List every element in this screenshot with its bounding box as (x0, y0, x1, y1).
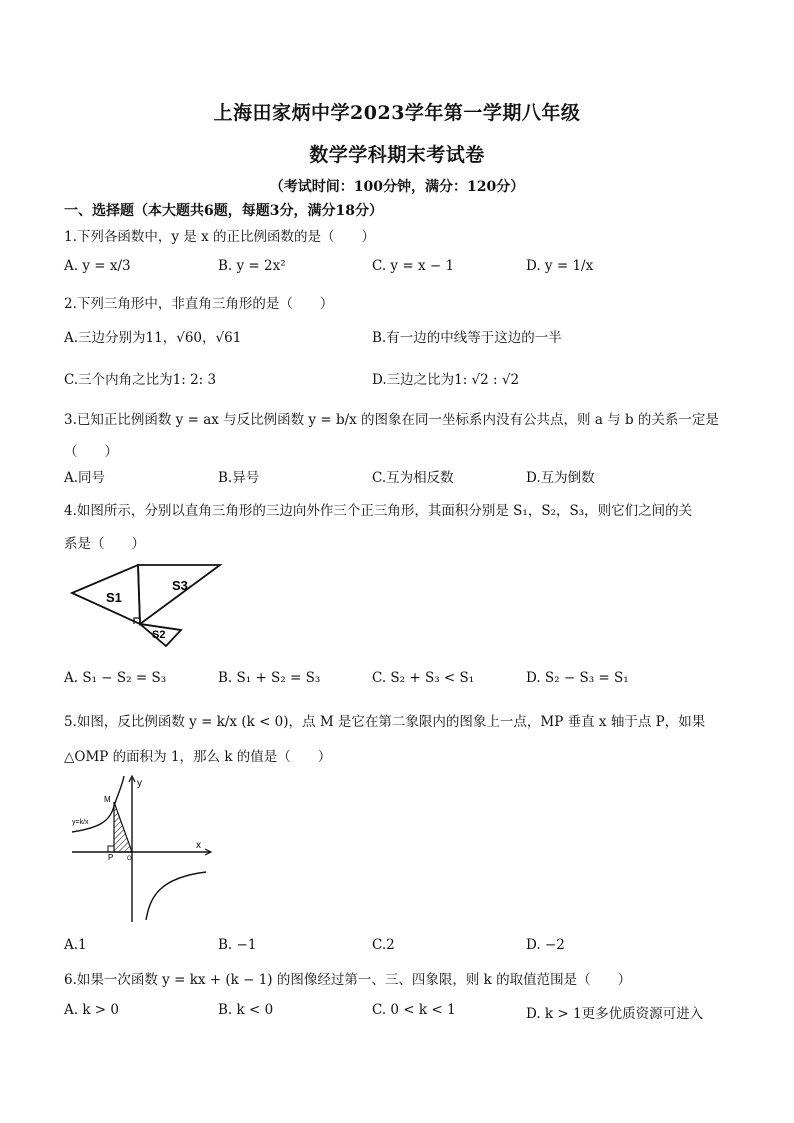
q5-option-d: D. −2 (526, 937, 565, 953)
label-p: P (108, 853, 114, 862)
q3-option-c: C.互为相反数 (372, 470, 454, 486)
q3-option-d: D.互为倒数 (526, 470, 595, 486)
label-s2: S2 (152, 629, 166, 641)
exam-title-line1: 上海田家炳中学2023学年第一学期八年级 (213, 102, 581, 124)
q1-option-b: B. y = 2x² (218, 258, 286, 274)
question-5-stem-line1: 5.如图，反比例函数 y = k/x (k < 0)，点 M 是它在第二象限内的图象上一点，MP 垂直 x 轴于点 P，如果 (64, 714, 706, 730)
q5-option-b: B. −1 (218, 937, 257, 953)
q4-option-a: A. S₁ − S₂ = S₃ (64, 670, 167, 686)
label-y: y (137, 778, 142, 789)
question-3-stem-line1: 3.已知正比例函数 y = ax 与反比例函数 y = b/x 的图象在同一坐标系内没有公共点，则 a 与 b 的关系一定是 (64, 412, 719, 428)
q6-option-a: A. k > 0 (64, 1002, 119, 1018)
q4-option-d: D. S₂ − S₃ = S₁ (526, 670, 629, 686)
question-1-stem: 1.下列各函数中，y 是 x 的正比例函数的是（ ） (64, 229, 375, 245)
label-fn: y=k/x (72, 819, 89, 826)
q1-option-d: D. y = 1/x (526, 258, 594, 274)
question-5-stem-line2: △OMP 的面积为 1，那么 k 的值是（ ） (64, 749, 332, 765)
label-m: M (104, 795, 111, 804)
hyperbola-figure (68, 772, 218, 924)
q4-option-c: C. S₂ + S₃ < S₁ (372, 670, 475, 686)
label-x: x (196, 840, 201, 851)
label-s1: S1 (106, 590, 122, 605)
q2-option-a: A.三边分别为11，√60，√61 (64, 330, 242, 346)
q5-option-c: C.2 (372, 937, 395, 953)
label-o: O (127, 856, 132, 862)
q2-option-d: D.三边之比为1: √2 : √2 (372, 372, 520, 388)
question-3-stem-line2: （ ） (64, 444, 118, 460)
question-4-stem-line1: 4.如图所示，分别以直角三角形的三边向外作三个正三角形，其面积分别是 S₁，S₂，S₃，则它们之间的关 (64, 503, 693, 519)
q3-option-b: B.异号 (218, 470, 260, 486)
q6-option-b: B. k < 0 (218, 1002, 274, 1018)
q1-option-a: A. y = x/3 (64, 258, 131, 274)
q2-option-c: C.三个内角之比为1: 2: 3 (64, 372, 217, 388)
exam-title-line2: 数学学科期末考试卷 (309, 144, 485, 166)
q1-option-c: C. y = x − 1 (372, 258, 455, 274)
question-6-stem: 6.如果一次函数 y = kx + (k − 1) 的图像经过第一、三、四象限，则 k 的取值范围是（ ） (64, 972, 632, 988)
triangle-omp (114, 802, 132, 852)
section-heading: 一、选择题（本大题共6题，每题3分，满分18分） (64, 203, 383, 219)
q5-option-a: A.1 (64, 937, 87, 953)
triangle-s3 (138, 565, 220, 624)
q4-option-b: B. S₁ + S₂ = S₃ (218, 670, 321, 686)
hyperbola-branch-right (146, 872, 206, 920)
right-angle-mark (108, 846, 114, 852)
question-2-stem: 2.下列三角形中，非直角三角形的是（ ） (64, 296, 334, 312)
exam-info: （考试时间：100分钟，满分：120分） (269, 179, 525, 195)
q6-option-d: D. k > 1更多优质资源可进入 (526, 1006, 704, 1022)
q2-option-b: B.有一边的中线等于这边的一半 (372, 330, 562, 346)
q6-option-c: C. 0 < k < 1 (372, 1002, 456, 1018)
question-4-stem-line2: 系是（ ） (64, 536, 145, 552)
q3-option-a: A.同号 (64, 470, 106, 486)
label-s3: S3 (172, 578, 188, 593)
triangles-figure (68, 560, 228, 650)
